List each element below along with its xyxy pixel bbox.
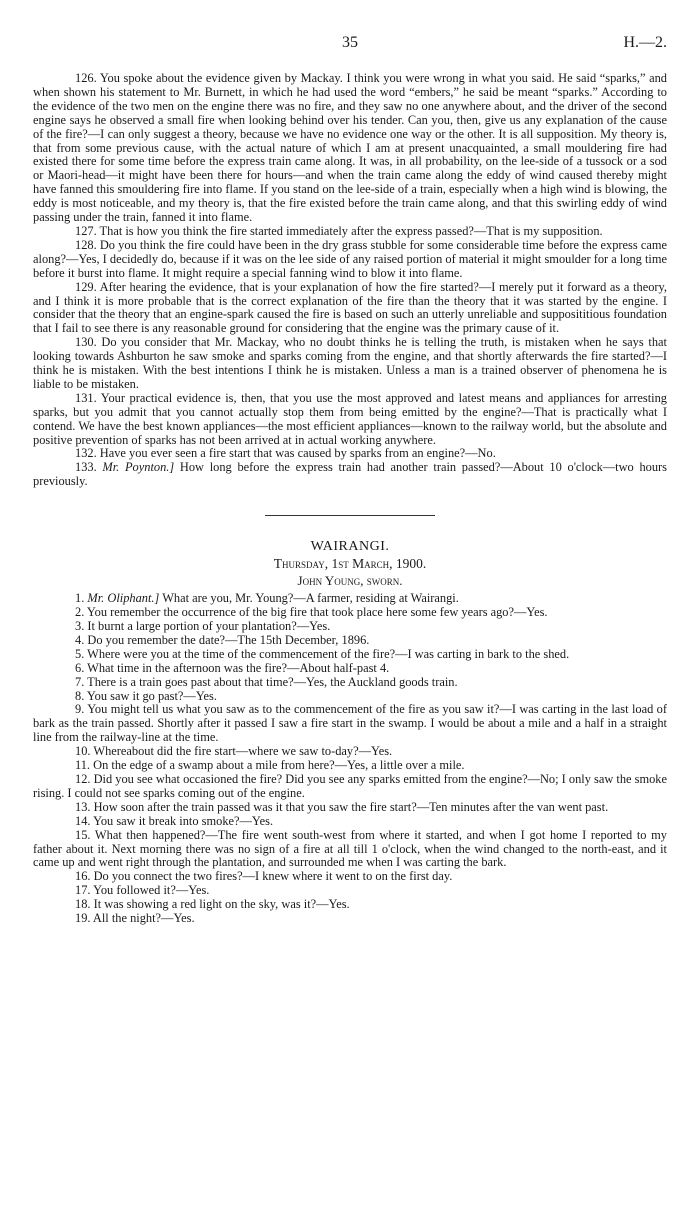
paragraph-text: It was showing a red light on the sky, was it?—Yes. xyxy=(90,897,350,912)
speaker: Mr. Oliphant.] xyxy=(87,591,160,606)
paragraph xyxy=(33,336,667,392)
paragraph-number: 9. xyxy=(75,702,85,717)
paragraph xyxy=(33,676,667,690)
paragraph-text: That is how you think the fire started immediately after the express passed?—That is my supposition. xyxy=(96,223,603,238)
paragraph-number: 13. xyxy=(75,799,91,814)
paragraph-number: 126. xyxy=(75,71,97,85)
paragraph-text: You followed it?—Yes. xyxy=(90,883,210,898)
paragraph-text: On the edge of a swamp about a mile from here?—Yes, a little over a mile. xyxy=(90,758,465,773)
paragraph xyxy=(33,898,667,912)
paragraph-number: 4. xyxy=(75,632,85,647)
section-date: Thursday, 1st March, 1900. xyxy=(273,556,427,572)
paragraph xyxy=(33,72,667,225)
paragraph-text: You saw it break into smoke?—Yes. xyxy=(90,813,274,828)
paragraph-number: 130. xyxy=(75,335,97,350)
evidence-part-1 xyxy=(33,72,667,461)
paragraph xyxy=(33,815,667,829)
paragraph-text: What then happened?—The fire went south-west from where it started, and when I got home I reported to my father about it. Next morning there was no sign of a fire at all till 1 o'clock, when the wind changed to the north-east, and it came up and went right through the plantation, and surrounded me when I was carting the bark. xyxy=(33,827,667,870)
evidence-part-2 xyxy=(33,606,667,926)
paragraph-text: How soon after the train passed was it that you saw the fire start?—Ten minutes after the van went past. xyxy=(90,799,609,814)
speaker: Mr. Poynton.] xyxy=(102,460,175,475)
paragraph xyxy=(33,225,667,239)
paragraph-number: 18. xyxy=(75,897,91,912)
paragraph-number: 133. xyxy=(75,460,97,475)
paragraph-text: Have you ever seen a fire start that was caused by sparks from an engine?—No. xyxy=(96,446,496,461)
paragraph-text: How long before the express train had another train passed?—About 10 o'clock—two hours previously. xyxy=(33,460,667,489)
paragraph-text: After hearing the evidence, that is your explanation of how the fire started?—I merely put it forward as a theory, and I think it is more probable that is the correct explanation of the fire than the theory that it was started by the engine. I consider that the theory that an engine-spark caused the fire is based on such an utterly unreliable and supposititious foundation that I fail to see there is any reasonable ground for considering that the engine was the primary cause of it. xyxy=(33,279,667,336)
page-header xyxy=(33,34,667,54)
paragraph xyxy=(33,884,667,898)
paragraph-number: 10. xyxy=(75,744,91,759)
paragraph xyxy=(33,773,667,801)
paragraph xyxy=(33,620,667,634)
paragraph-text: You might tell us what you saw as to the commencement of the fire as you saw it?—I was carting in the last load of bark as the train passed. Shortly after it passed I saw a fire start in the swamp. I would be about a mile and a half in a straight line from the railway-line at the time. xyxy=(33,702,667,745)
paragraph-number: 16. xyxy=(75,869,91,884)
paragraph-number: 3. xyxy=(75,619,85,633)
paragraph-number: 14. xyxy=(75,813,91,828)
paragraph xyxy=(33,745,667,759)
paragraph xyxy=(33,703,667,745)
paragraph-number: 127. xyxy=(75,223,97,238)
paragraph xyxy=(33,281,667,337)
paragraph-number: 2. xyxy=(75,605,85,620)
paragraph-text: You saw it go past?—Yes. xyxy=(84,688,217,703)
paragraph-text: Do you consider that Mr. Mackay, who no doubt thinks he is telling the truth, is mistaken when he says that looking towards Ashburton he saw smoke and sparks coming from the engine, and that shortly afterwards the fire started?—I think he is mistaken. With the best intentions I think he is mistaken. Unless a man is a trained observer of phenomena he is liable to be mistaken. xyxy=(33,335,667,391)
paragraph-text: Whereabout did the fire start—where we saw to-day?—Yes. xyxy=(90,744,393,759)
document-body xyxy=(33,72,667,926)
paragraph xyxy=(33,239,667,281)
paragraph-text: What are you, Mr. Young?—A farmer, residing at Wairangi. xyxy=(159,591,459,606)
paragraph-number: 131. xyxy=(75,390,97,405)
paragraph xyxy=(33,759,667,773)
paragraph xyxy=(33,690,667,704)
paragraph-number: 129. xyxy=(75,279,97,294)
paragraph-number: 128. xyxy=(75,237,97,252)
paragraph xyxy=(33,648,667,662)
paragraph-text: There is a train goes past about that time?—Yes, the Auckland goods train. xyxy=(84,674,458,689)
paragraph-number: 1. xyxy=(75,591,85,606)
paragraph-text: You remember the occurrence of the big fire that took place here some few years ago?—Yes. xyxy=(84,605,548,620)
paragraph-text: Your practical evidence is, then, that you use the most approved and latest means and appliances for arresting sparks, but you admit that you cannot actually stop them from being emitted by the engine?—That is practically what I contend. We have the best known appliances—the most efficient appliances—known to the railway world, but the absolute and positive prevention of sparks has not been arrived at in actual working anywhere. xyxy=(33,390,667,447)
paragraph-number: 19. xyxy=(75,911,91,926)
paragraph-number: 11. xyxy=(75,758,91,773)
paragraph-number: 132. xyxy=(75,446,97,461)
page-number: 35 xyxy=(342,34,358,51)
paragraph xyxy=(33,912,667,926)
section-title: WAIRANGI. xyxy=(310,539,390,555)
paragraph-text: It burnt a large portion of your plantation?—Yes. xyxy=(84,619,331,633)
paragraph xyxy=(33,606,667,620)
witness-line: John Young, sworn. xyxy=(297,573,403,589)
paragraph-text: Do you remember the date?—The 15th December, 1896. xyxy=(84,632,370,647)
paragraph xyxy=(33,801,667,815)
paragraph xyxy=(33,392,667,448)
paragraph xyxy=(33,662,667,676)
paragraph-number: 7. xyxy=(75,674,85,689)
paragraph xyxy=(33,447,667,461)
paragraph-text: What time in the afternoon was the fire?—About half-past 4. xyxy=(84,660,390,675)
paragraph-number: 8. xyxy=(75,688,85,703)
paragraph-number: 12. xyxy=(75,771,91,786)
paragraph-text: Do you think the fire could have been in the dry grass stubble for some considerable time before the express came along?—Yes, I decidedly do, because if it was on the lee side of any raised portion of material it might smoulder for a long time before it burst into flame. It might require a special fanning wind to blow it into flame. xyxy=(33,237,667,280)
paragraph-number: 5. xyxy=(75,646,85,661)
paragraph-text: Do you connect the two fires?—I knew where it went to on the first day. xyxy=(90,869,453,884)
paragraph-133 xyxy=(33,461,667,489)
paragraph-number: 15. xyxy=(75,827,91,842)
paragraph-1 xyxy=(33,592,667,606)
paragraph xyxy=(33,634,667,648)
paragraph-text: Did you see what occasioned the fire? Did you see any sparks emitted from the engine?—No; I only saw the smoke rising. I could not see sparks coming out of the engine. xyxy=(33,771,667,800)
paragraph-number: 6. xyxy=(75,660,85,675)
paragraph-number: 17. xyxy=(75,883,91,898)
paragraph-text: You spoke about the evidence given by Mackay. I think you were wrong in what you said. He said “sparks,” and when shown his statement to Mr. Burnett, in which he had used the word “embers,” he said be meant “sparks.” According to the evidence of the two men on the engine there was no fire, and they saw no one anywhere about, and the driver of the second engine says he observed a small fire when looking behind over his tender. Can you, then, give us any explanation of the cause of the fire?—I can only suggest a theory, because we have no evidence one way or the other. It is all supposition. My theory is, that from some previous cause, with the actual nature of which I am at present unacquainted, a small mouldering fire had existed there for some time before the express train came along. It was, in all probability, on the lee-side of a tussock or a sod or Maori-head—it might have been there for hours—and when the train came along the eddy of wind caused thereby might have fanned this smouldering fire into flame. If you stand on the lee-side of a train, especially when a high wind is blowing, the eddy is most noticeable, and my theory is, that the fire existed before the train came along, and that this swirling eddy of wind passing under the train, fanned it into flame. xyxy=(33,71,667,225)
paragraph-text: Where were you at the time of the commencement of the fire?—I was carting in bark to the shed. xyxy=(84,646,570,661)
paragraph-text: All the night?—Yes. xyxy=(90,911,195,926)
section-divider xyxy=(265,515,435,516)
paragraph xyxy=(33,829,667,871)
paragraph xyxy=(33,870,667,884)
document-code: H.—2. xyxy=(623,34,667,51)
